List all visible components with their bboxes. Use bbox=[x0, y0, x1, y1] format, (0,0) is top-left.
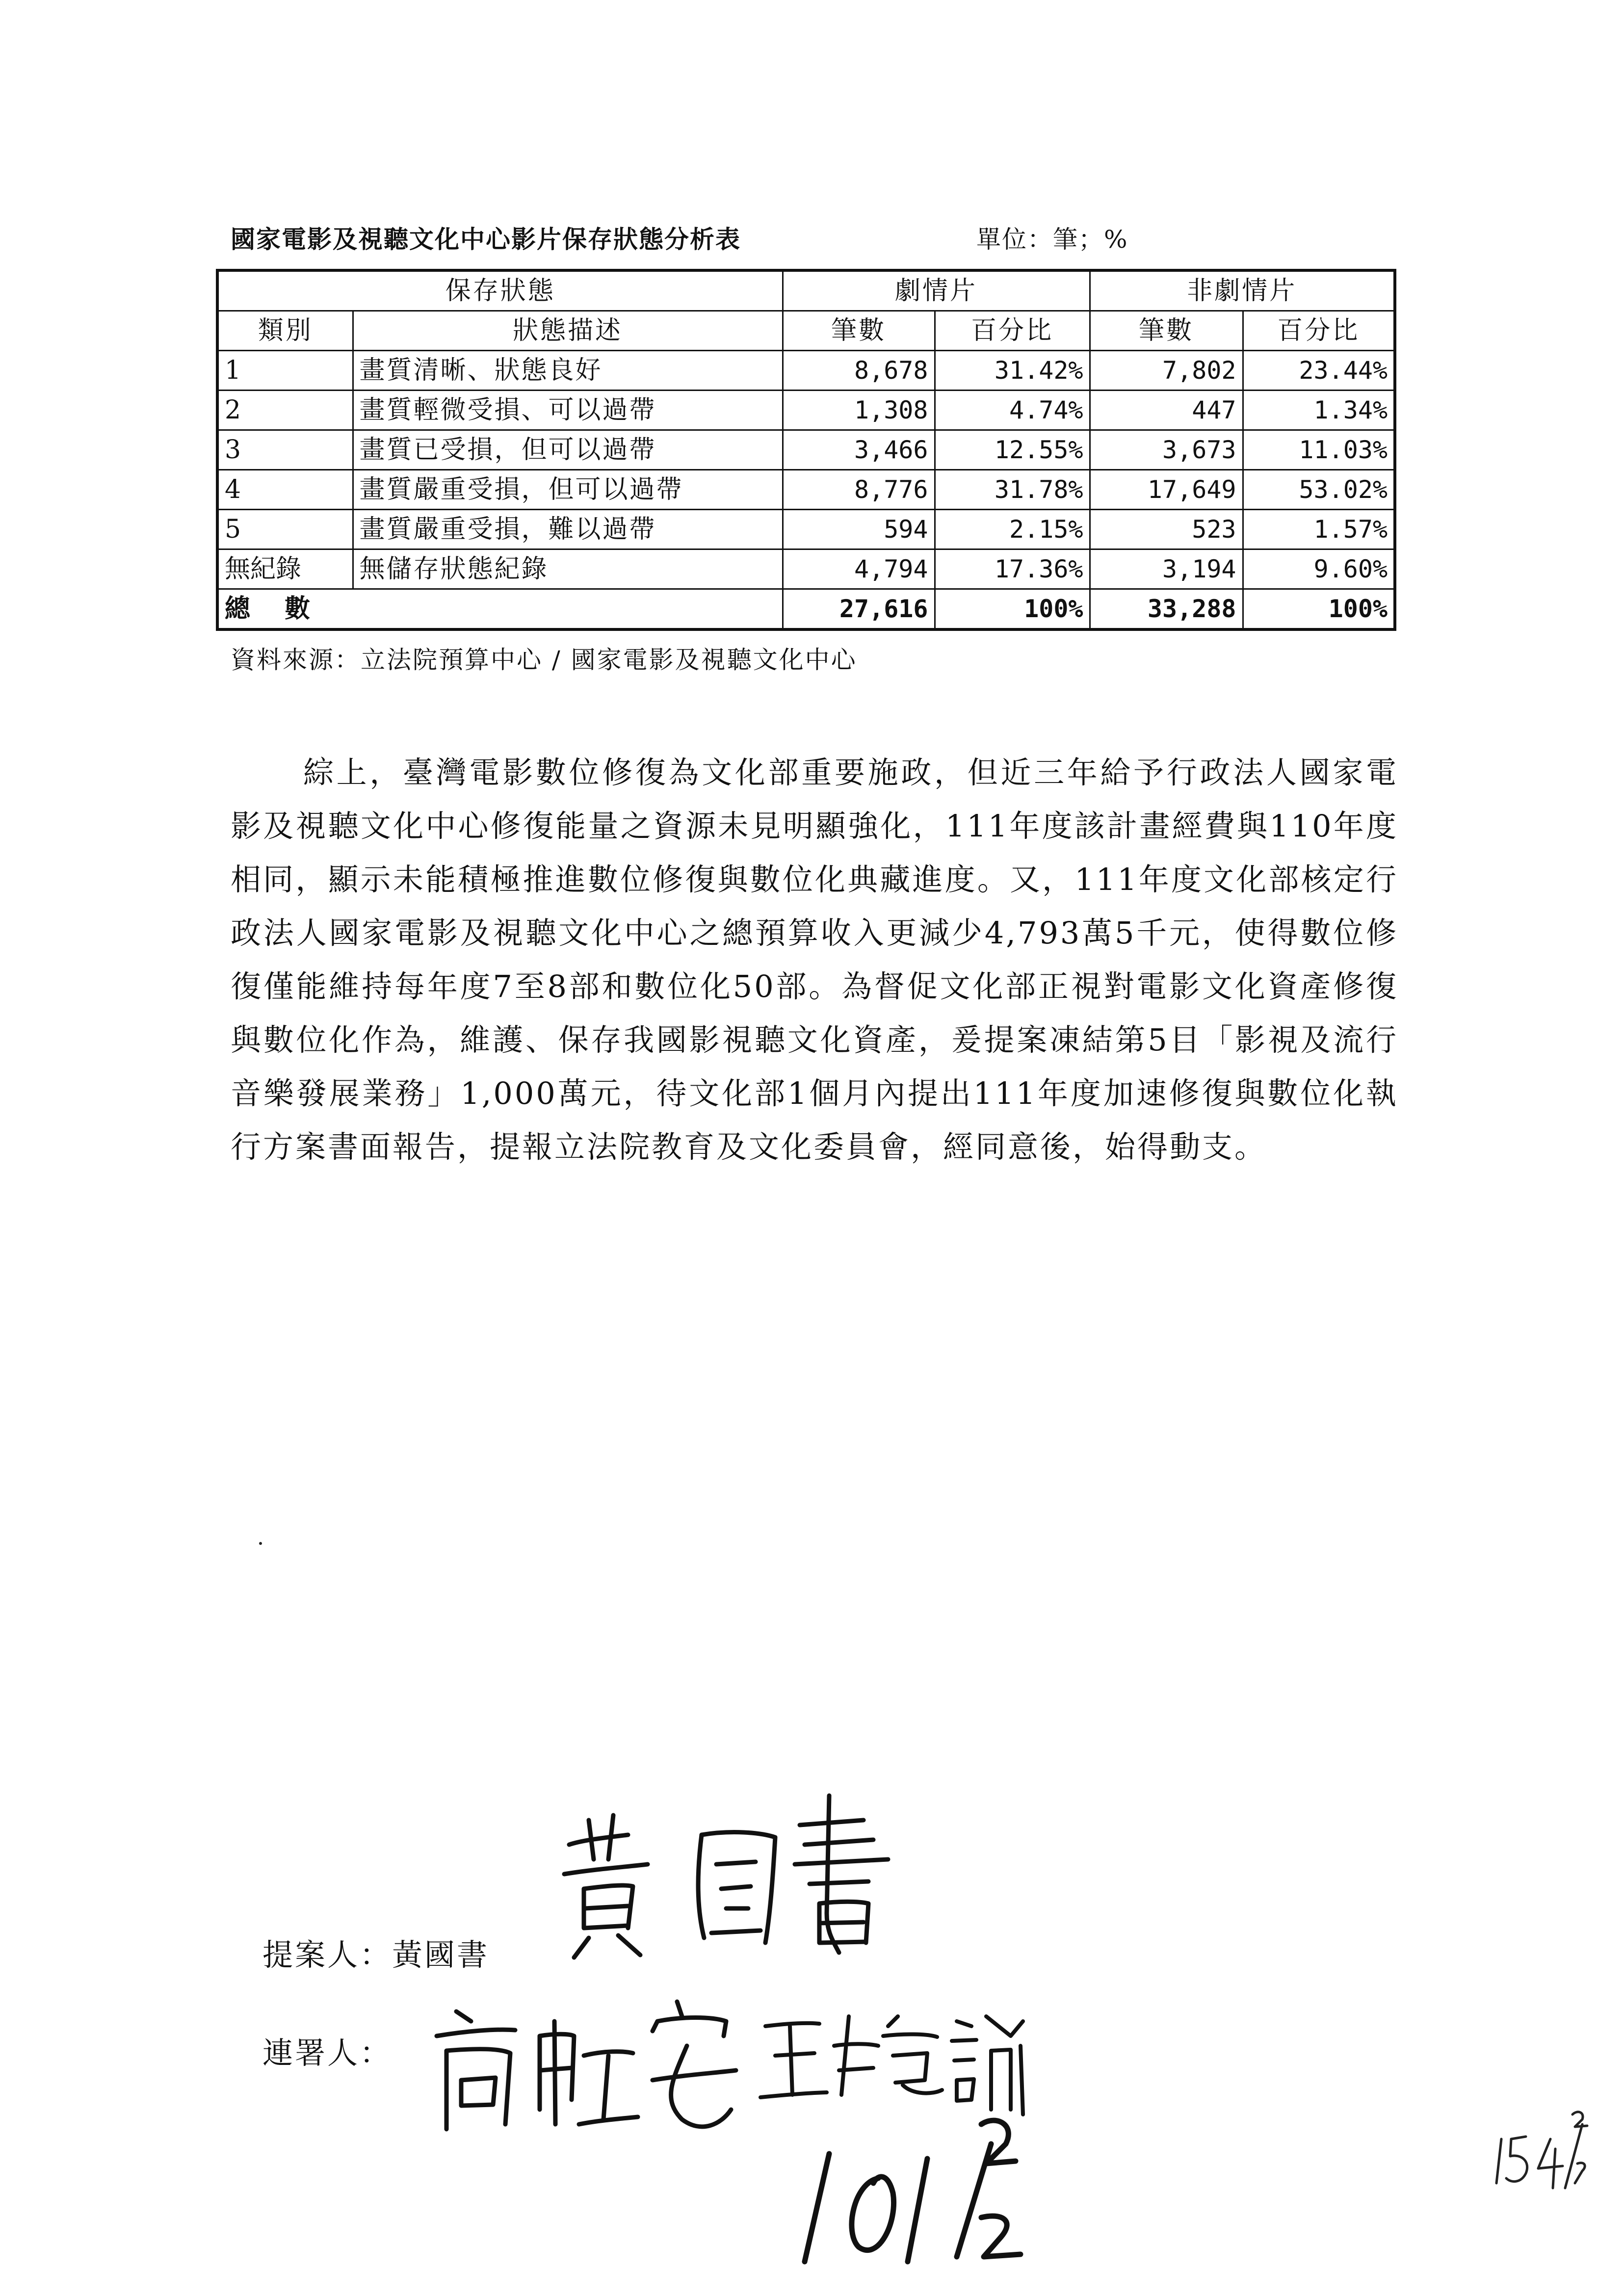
row-nondrama-count: 3,194 bbox=[1090, 549, 1243, 589]
header-drama-percent: 百分比 bbox=[935, 311, 1090, 351]
row-category: 3 bbox=[217, 430, 353, 470]
row-description: 畫質已受損，但可以過帶 bbox=[353, 430, 783, 470]
table-row bbox=[217, 430, 1395, 470]
row-category: 無紀錄 bbox=[217, 549, 353, 589]
row-nondrama-percent: 9.60% bbox=[1243, 549, 1395, 589]
row-nondrama-percent: 1.57% bbox=[1243, 510, 1395, 549]
cosigner-signature-1 bbox=[427, 1992, 741, 2139]
proposer-label: 提案人：黃國書 bbox=[262, 1937, 490, 1973]
total-nondrama-percent: 100% bbox=[1243, 589, 1395, 630]
row-nondrama-percent: 11.03% bbox=[1243, 430, 1395, 470]
table-source-note: 資料來源：立法院預算中心 / 國家電影及視聽文化中心 bbox=[231, 646, 857, 674]
row-nondrama-count: 447 bbox=[1090, 391, 1243, 430]
row-nondrama-count: 17,649 bbox=[1090, 470, 1243, 510]
table-row bbox=[217, 549, 1395, 589]
table-row bbox=[217, 391, 1395, 430]
body-paragraph: 綜上，臺灣電影數位修復為文化部重要施政，但近三年給予行政法人國家電影及視聽文化中心修復能量之資源未見明顯強化，111年度該計畫經費與110年度相同，顯示未能積極推進數位修復與數位化典藏進度。又，111年度文化部核定行政法人國家電影及視聽文化中心之總預算收入更減少4,793萬5千元，使得數位修復僅能維持每年度7至8部和數位化50部。為督促文化部正視對電影文化資產修復與數位化作為，維護、保存我國影視聽文化資產，爰提案凍結第5目「影視及流行音樂發展業務」1,000萬元，待文化部1個月內提出111年度加速修復與數位化執行方案書面報告，提報立法院教育及文化委員會，經同意後，始得動支。 bbox=[231, 755, 1398, 1165]
row-description: 畫質清晰、狀態良好 bbox=[353, 351, 783, 391]
row-category: 2 bbox=[217, 391, 353, 430]
preservation-status-table bbox=[216, 269, 1396, 631]
row-drama-count: 1,308 bbox=[783, 391, 935, 430]
row-drama-count: 594 bbox=[783, 510, 935, 549]
row-nondrama-percent: 53.02% bbox=[1243, 470, 1395, 510]
row-description: 畫質嚴重受損，但可以過帶 bbox=[353, 470, 783, 510]
total-label: 總數 bbox=[217, 589, 783, 630]
row-nondrama-count: 523 bbox=[1090, 510, 1243, 549]
page-number-mark bbox=[1492, 2110, 1590, 2198]
table-title: 國家電影及視聽文化中心影片保存狀態分析表 bbox=[231, 225, 741, 254]
header-drama-group: 劇情片 bbox=[783, 270, 1090, 311]
row-drama-count: 3,466 bbox=[783, 430, 935, 470]
row-category: 5 bbox=[217, 510, 353, 549]
row-description: 無儲存狀態紀錄 bbox=[353, 549, 783, 589]
total-nondrama-count: 33,288 bbox=[1090, 589, 1243, 630]
row-drama-count: 8,678 bbox=[783, 351, 935, 391]
total-drama-count: 27,616 bbox=[783, 589, 935, 630]
row-category: 4 bbox=[217, 470, 353, 510]
table-row bbox=[217, 351, 1395, 391]
header-drama-count: 筆數 bbox=[783, 311, 935, 351]
table-caption bbox=[231, 220, 1128, 255]
table-header-row-2 bbox=[217, 311, 1395, 351]
row-drama-percent: 31.78% bbox=[935, 470, 1090, 510]
row-drama-percent: 2.15% bbox=[935, 510, 1090, 549]
header-nondrama-count: 筆數 bbox=[1090, 311, 1243, 351]
proposer-signature bbox=[554, 1786, 927, 1972]
handwritten-date-mark bbox=[795, 2114, 1040, 2276]
header-nondrama-percent: 百分比 bbox=[1243, 311, 1395, 351]
table-total-row bbox=[217, 589, 1395, 630]
row-description: 畫質嚴重受損，難以過帶 bbox=[353, 510, 783, 549]
header-nondrama-group: 非劇情片 bbox=[1090, 270, 1395, 311]
header-category: 類別 bbox=[217, 311, 353, 351]
table-row bbox=[217, 470, 1395, 510]
table-row bbox=[217, 510, 1395, 549]
table-header-row-1 bbox=[217, 270, 1395, 311]
row-nondrama-count: 3,673 bbox=[1090, 430, 1243, 470]
header-description: 狀態描述 bbox=[353, 311, 783, 351]
row-description: 畫質輕微受損、可以過帶 bbox=[353, 391, 783, 430]
scan-speck bbox=[259, 1542, 262, 1545]
total-drama-percent: 100% bbox=[935, 589, 1090, 630]
row-nondrama-percent: 23.44% bbox=[1243, 351, 1395, 391]
row-drama-percent: 4.74% bbox=[935, 391, 1090, 430]
row-nondrama-count: 7,802 bbox=[1090, 351, 1243, 391]
row-drama-count: 4,794 bbox=[783, 549, 935, 589]
row-nondrama-percent: 1.34% bbox=[1243, 391, 1395, 430]
row-drama-percent: 12.55% bbox=[935, 430, 1090, 470]
row-drama-percent: 17.36% bbox=[935, 549, 1090, 589]
row-category: 1 bbox=[217, 351, 353, 391]
header-status-group: 保存狀態 bbox=[217, 270, 783, 311]
cosigner-label: 連署人： bbox=[262, 2035, 393, 2071]
table-unit: 單位：筆；% bbox=[976, 225, 1128, 254]
row-drama-count: 8,776 bbox=[783, 470, 935, 510]
row-drama-percent: 31.42% bbox=[935, 351, 1090, 391]
cosigner-signature-2 bbox=[756, 1997, 1030, 2124]
